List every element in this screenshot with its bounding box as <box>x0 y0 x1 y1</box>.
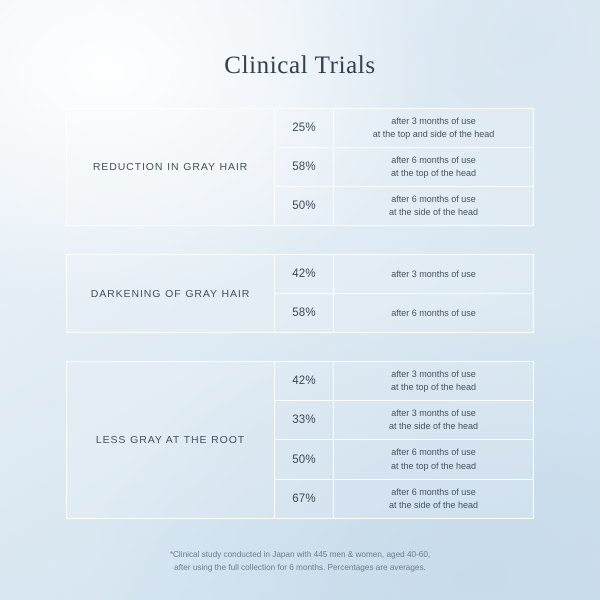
section-rows <box>275 255 533 332</box>
results-section <box>66 361 534 518</box>
section-label: LESS GRAY AT THE ROOT <box>67 362 275 517</box>
description-line-2: at the side of the head <box>388 499 479 510</box>
percentage-value: 42% <box>275 255 334 293</box>
table-row <box>275 362 533 401</box>
row-description <box>334 148 533 186</box>
footnote <box>0 548 600 574</box>
description-line-1: after 3 months of use <box>391 369 476 380</box>
results-section <box>66 254 534 333</box>
footnote-line-1: *Clinical study conducted in Japan with 445 men & women, aged 40-60, <box>169 549 431 559</box>
description-line-1: after 3 months of use <box>391 268 476 279</box>
description-line-2: at the top of the head <box>390 460 477 471</box>
results-section <box>66 108 534 226</box>
table-row <box>275 187 533 225</box>
percentage-value: 50% <box>275 187 334 225</box>
table-row <box>275 401 533 440</box>
row-description <box>334 255 533 293</box>
table-row <box>275 440 533 479</box>
table-row <box>275 148 533 187</box>
row-description <box>334 362 533 400</box>
description-line-1: after 6 months of use <box>391 447 476 458</box>
row-description <box>334 294 533 332</box>
percentage-value: 58% <box>275 148 334 186</box>
row-description <box>334 401 533 439</box>
percentage-value: 58% <box>275 294 334 332</box>
percentage-value: 50% <box>275 440 334 478</box>
section-rows <box>275 109 533 225</box>
page-title: Clinical Trials <box>224 52 376 79</box>
section-label: DARKENING OF GRAY HAIR <box>67 255 275 332</box>
row-description <box>334 440 533 478</box>
table-row <box>275 480 533 518</box>
description-line-1: after 3 months of use <box>391 408 476 419</box>
percentage-value: 67% <box>275 480 334 518</box>
table-row <box>275 294 533 332</box>
section-rows <box>275 362 533 517</box>
table-row <box>275 255 533 294</box>
section-label: REDUCTION IN GRAY HAIR <box>67 109 275 225</box>
description-line-2: at the top and side of the head <box>372 129 495 140</box>
row-description <box>334 109 533 147</box>
description-line-1: after 6 months of use <box>391 486 476 497</box>
row-description <box>334 480 533 518</box>
table-row <box>275 109 533 148</box>
description-line-2: at the side of the head <box>388 207 479 218</box>
percentage-value: 42% <box>275 362 334 400</box>
row-description <box>334 187 533 225</box>
description-line-1: after 6 months of use <box>391 307 476 318</box>
percentage-value: 33% <box>275 401 334 439</box>
description-line-2: at the side of the head <box>388 421 479 432</box>
description-line-2: at the top of the head <box>390 382 477 393</box>
description-line-2: at the top of the head <box>390 168 477 179</box>
percentage-value: 25% <box>275 109 334 147</box>
description-line-1: after 6 months of use <box>391 155 476 166</box>
description-line-1: after 6 months of use <box>391 194 476 205</box>
footnote-line-2: after using the full collection for 6 months. Percentages are averages. <box>174 562 426 572</box>
description-line-1: after 3 months of use <box>391 116 476 126</box>
